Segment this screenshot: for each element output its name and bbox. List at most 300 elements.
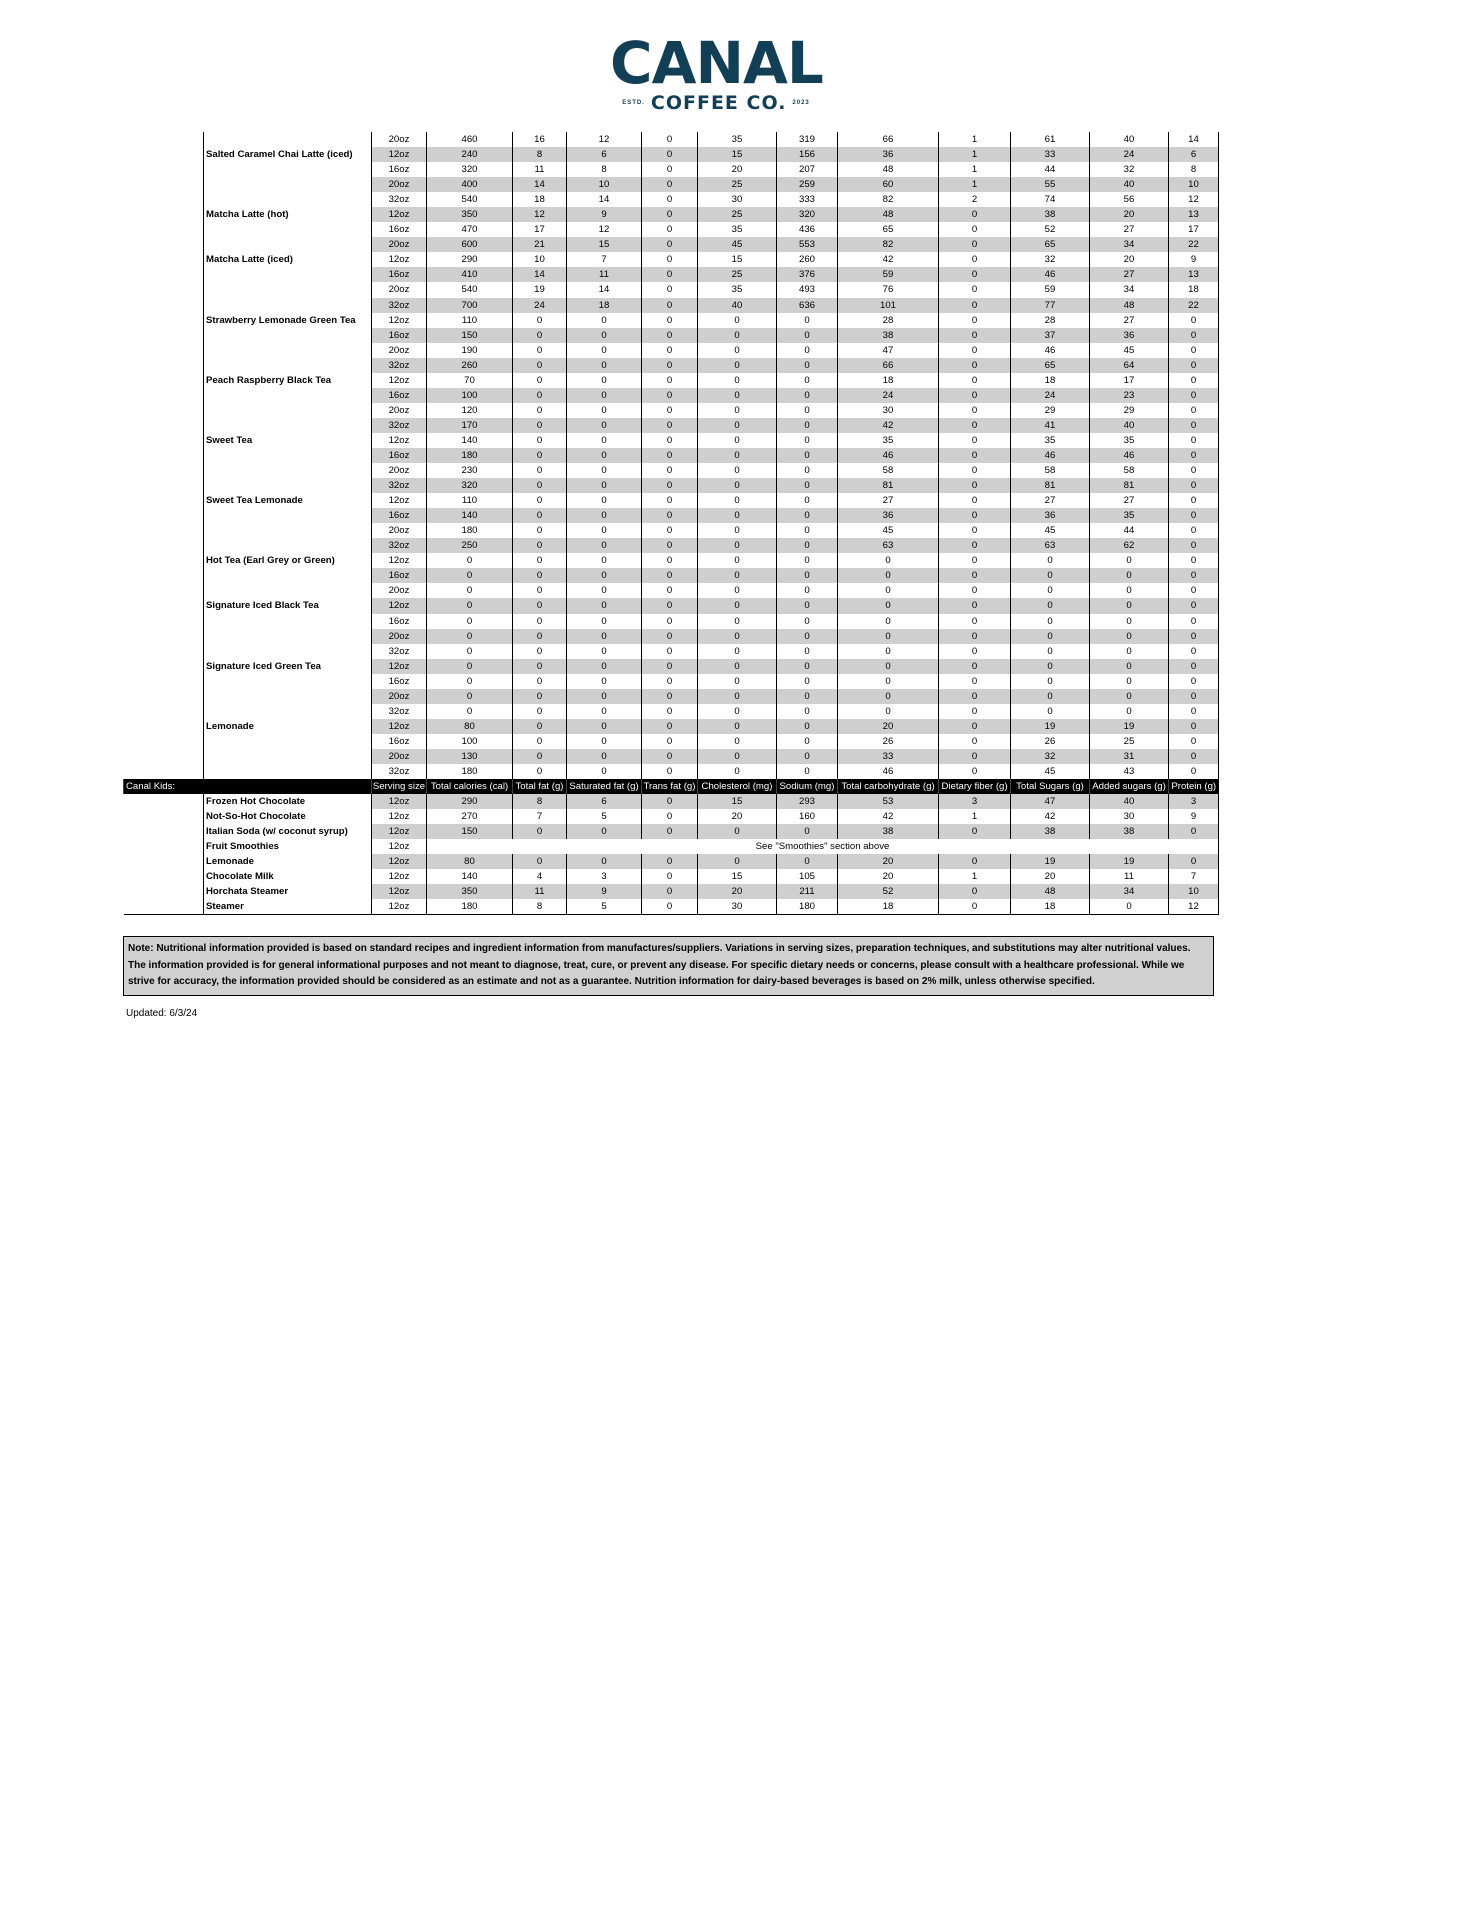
table-cell: 0 (777, 734, 838, 749)
table-cell: 34 (1090, 237, 1169, 252)
table-cell: 0 (939, 719, 1011, 734)
table-row (124, 463, 1219, 478)
table-cell: 0 (698, 568, 777, 583)
table-cell: 0 (567, 644, 642, 659)
table-cell: 12oz (372, 809, 427, 824)
table-cell: 42 (838, 418, 939, 433)
table-cell: 400 (427, 177, 513, 192)
table-cell: 0 (1169, 358, 1219, 373)
table-cell: 32oz (372, 298, 427, 313)
table-cell: 0 (567, 734, 642, 749)
table-cell: 0 (513, 644, 567, 659)
table-cell: 64 (1090, 358, 1169, 373)
table-cell: 32 (1011, 749, 1090, 764)
table-cell: 0 (939, 493, 1011, 508)
table-cell: 0 (642, 523, 698, 538)
table-cell: 0 (1169, 614, 1219, 629)
drink-name: Sweet Tea (204, 433, 372, 448)
table-row (124, 704, 1219, 719)
table-cell: 0 (642, 538, 698, 553)
table-cell: 3 (1169, 794, 1219, 809)
table-cell: 0 (427, 629, 513, 644)
table-cell: 0 (642, 373, 698, 388)
table-cell: 0 (777, 358, 838, 373)
table-cell: 5 (567, 899, 642, 915)
table-cell: 12oz (372, 659, 427, 674)
table-cell: 20 (698, 162, 777, 177)
table-cell: 0 (513, 448, 567, 463)
table-cell: 0 (698, 538, 777, 553)
table-row (124, 629, 1219, 644)
table-cell: 0 (1169, 538, 1219, 553)
table-cell: 15 (698, 794, 777, 809)
column-header: Total fat (g) (513, 779, 567, 794)
table-cell: 5 (567, 809, 642, 824)
table-row (124, 448, 1219, 463)
table-cell: 0 (513, 824, 567, 839)
table-cell: 0 (939, 358, 1011, 373)
table-cell: 0 (939, 433, 1011, 448)
table-row (124, 794, 1219, 809)
table-cell: 0 (642, 674, 698, 689)
table-cell: 0 (642, 508, 698, 523)
table-cell: 59 (1011, 282, 1090, 297)
table-cell: 20 (698, 884, 777, 899)
table-cell: 0 (1169, 689, 1219, 704)
drink-name (204, 358, 372, 373)
table-cell: 12oz (372, 884, 427, 899)
table-cell: 47 (1011, 794, 1090, 809)
table-row (124, 854, 1219, 869)
table-cell: 180 (777, 899, 838, 915)
table-cell: 82 (838, 192, 939, 207)
table-cell: 0 (698, 659, 777, 674)
table-cell: 140 (427, 508, 513, 523)
table-cell: 0 (1169, 403, 1219, 418)
drink-name: Horchata Steamer (204, 884, 372, 899)
table-cell: 0 (838, 598, 939, 613)
table-cell: 0 (642, 358, 698, 373)
table-cell: 40 (1090, 794, 1169, 809)
table-cell: 160 (777, 809, 838, 824)
table-cell: 0 (513, 523, 567, 538)
table-cell: 0 (838, 689, 939, 704)
table-cell: 36 (1011, 508, 1090, 523)
table-row (124, 568, 1219, 583)
logo-year: 2023 (792, 100, 810, 106)
table-cell: 0 (642, 192, 698, 207)
table-cell: 20oz (372, 749, 427, 764)
table-cell: 460 (427, 132, 513, 147)
table-cell: 0 (1169, 508, 1219, 523)
table-cell: 0 (698, 328, 777, 343)
drink-name (204, 538, 372, 553)
table-cell: 0 (698, 358, 777, 373)
table-cell: 12oz (372, 433, 427, 448)
table-cell: 76 (838, 282, 939, 297)
table-row (124, 899, 1219, 915)
nutrition-table (123, 132, 1219, 915)
table-cell: 24 (1090, 147, 1169, 162)
table-cell: 0 (777, 659, 838, 674)
table-cell: 150 (427, 328, 513, 343)
table-cell: 17 (1169, 222, 1219, 237)
table-cell: 12oz (372, 794, 427, 809)
table-cell: 38 (1090, 824, 1169, 839)
table-cell: 0 (698, 583, 777, 598)
table-cell: 0 (939, 313, 1011, 328)
table-cell: 0 (1169, 478, 1219, 493)
table-cell: 0 (427, 644, 513, 659)
table-cell: 32oz (372, 478, 427, 493)
table-cell: 0 (1169, 313, 1219, 328)
table-cell: 0 (642, 493, 698, 508)
table-cell: 0 (642, 478, 698, 493)
column-header: Serving size (372, 779, 427, 794)
table-row (124, 418, 1219, 433)
table-cell: 0 (1011, 659, 1090, 674)
table-cell: 0 (567, 583, 642, 598)
table-cell: 0 (838, 674, 939, 689)
table-cell: 110 (427, 313, 513, 328)
table-cell: 0 (427, 614, 513, 629)
table-cell: 8 (513, 899, 567, 915)
table-cell: 27 (1090, 313, 1169, 328)
table-cell: 0 (567, 373, 642, 388)
table-cell: 38 (838, 824, 939, 839)
table-cell: 3 (567, 869, 642, 884)
table-cell: 0 (1090, 689, 1169, 704)
table-cell: 11 (513, 884, 567, 899)
table-cell: 12oz (372, 899, 427, 915)
table-cell: 0 (642, 448, 698, 463)
logo-estd: ESTD. (622, 100, 645, 106)
table-cell: 0 (777, 373, 838, 388)
table-cell: 0 (939, 267, 1011, 282)
table-cell: 0 (567, 854, 642, 869)
table-cell: 140 (427, 433, 513, 448)
table-cell: 0 (777, 448, 838, 463)
table-cell: 0 (777, 629, 838, 644)
table-cell: 0 (777, 493, 838, 508)
table-cell: 12oz (372, 147, 427, 162)
table-cell: 0 (642, 237, 698, 252)
table-cell: 0 (642, 403, 698, 418)
table-cell: 82 (838, 237, 939, 252)
table-cell: 0 (1169, 493, 1219, 508)
table-cell: 30 (838, 403, 939, 418)
table-cell: 65 (838, 222, 939, 237)
table-cell: 32oz (372, 192, 427, 207)
table-cell: 0 (939, 538, 1011, 553)
drink-name (204, 162, 372, 177)
table-cell: 0 (567, 568, 642, 583)
table-cell: 0 (427, 568, 513, 583)
table-cell: 20oz (372, 343, 427, 358)
table-cell: 52 (1011, 222, 1090, 237)
table-cell: 0 (567, 433, 642, 448)
table-cell: 260 (427, 358, 513, 373)
table-cell: 32 (1090, 162, 1169, 177)
table-cell: 81 (1090, 478, 1169, 493)
table-cell: 636 (777, 298, 838, 313)
table-cell: 0 (427, 689, 513, 704)
table-cell: 170 (427, 418, 513, 433)
table-cell: 0 (1169, 433, 1219, 448)
table-cell: 0 (642, 282, 698, 297)
table-cell: 0 (1011, 629, 1090, 644)
table-cell: 0 (642, 583, 698, 598)
table-cell: 0 (1090, 553, 1169, 568)
table-cell: 0 (567, 448, 642, 463)
table-cell: 8 (1169, 162, 1219, 177)
table-cell: 0 (1169, 448, 1219, 463)
drink-name (204, 734, 372, 749)
table-row (124, 403, 1219, 418)
table-cell: 0 (939, 689, 1011, 704)
table-cell: 0 (698, 448, 777, 463)
drink-name (204, 177, 372, 192)
table-cell: 0 (777, 433, 838, 448)
table-row (124, 343, 1219, 358)
table-cell: 0 (642, 884, 698, 899)
table-cell: 0 (939, 749, 1011, 764)
table-row (124, 644, 1219, 659)
table-cell: 0 (513, 553, 567, 568)
table-cell: 0 (939, 222, 1011, 237)
table-cell: 0 (642, 313, 698, 328)
table-row (124, 162, 1219, 177)
table-cell: 0 (1169, 523, 1219, 538)
table-cell: 32oz (372, 418, 427, 433)
table-cell: 12oz (372, 824, 427, 839)
table-cell: 0 (698, 719, 777, 734)
table-cell: 35 (1090, 433, 1169, 448)
drink-name (204, 523, 372, 538)
table-cell: 24 (513, 298, 567, 313)
drink-name (204, 343, 372, 358)
table-cell: 48 (1011, 884, 1090, 899)
drink-name: Matcha Latte (hot) (204, 207, 372, 222)
table-row (124, 689, 1219, 704)
table-cell: 0 (567, 704, 642, 719)
table-cell: 48 (838, 162, 939, 177)
table-cell: 0 (567, 358, 642, 373)
table-cell: 14 (567, 192, 642, 207)
table-cell: 0 (513, 598, 567, 613)
table-cell: 290 (427, 794, 513, 809)
logo-subtitle: COFFEE CO. (650, 92, 787, 114)
table-cell: 34 (1090, 282, 1169, 297)
table-cell: 0 (777, 614, 838, 629)
drink-name (204, 328, 372, 343)
table-cell: 26 (838, 734, 939, 749)
table-cell: 20 (838, 869, 939, 884)
table-cell: 24 (838, 388, 939, 403)
table-row (124, 614, 1219, 629)
drink-name: Fruit Smoothies (204, 839, 372, 854)
table-cell: 10 (1169, 884, 1219, 899)
table-cell: 0 (1169, 704, 1219, 719)
table-cell: 45 (698, 237, 777, 252)
table-cell: 20oz (372, 583, 427, 598)
table-cell: 16oz (372, 568, 427, 583)
table-cell: 19 (1011, 719, 1090, 734)
table-cell: 0 (513, 463, 567, 478)
table-cell: 13 (1169, 267, 1219, 282)
drink-name (204, 282, 372, 297)
table-cell: 0 (642, 899, 698, 915)
table-cell: 105 (777, 869, 838, 884)
table-cell: 0 (777, 598, 838, 613)
table-cell: 0 (1169, 749, 1219, 764)
table-cell: 350 (427, 207, 513, 222)
table-cell: 0 (698, 463, 777, 478)
table-cell: 0 (838, 659, 939, 674)
table-cell: 100 (427, 388, 513, 403)
table-cell: 0 (642, 132, 698, 147)
table-cell: 0 (513, 854, 567, 869)
drink-name (204, 749, 372, 764)
table-cell: 0 (939, 674, 1011, 689)
table-cell: 0 (1011, 583, 1090, 598)
table-cell: 0 (1169, 674, 1219, 689)
table-cell: 44 (1011, 162, 1090, 177)
table-cell: 25 (698, 267, 777, 282)
table-row (124, 553, 1219, 568)
table-cell: 53 (838, 794, 939, 809)
table-cell: 0 (642, 734, 698, 749)
table-cell: 62 (1090, 538, 1169, 553)
table-cell: 0 (939, 418, 1011, 433)
table-cell: 0 (838, 644, 939, 659)
table-cell: 14 (1169, 132, 1219, 147)
table-cell: 320 (777, 207, 838, 222)
table-cell: 0 (777, 854, 838, 869)
table-cell: 1 (939, 162, 1011, 177)
table-cell: 63 (1011, 538, 1090, 553)
table-cell: 0 (642, 418, 698, 433)
table-cell: 0 (939, 373, 1011, 388)
table-cell: 1 (939, 809, 1011, 824)
table-cell: 55 (1011, 177, 1090, 192)
table-cell: 0 (777, 478, 838, 493)
table-row (124, 433, 1219, 448)
table-cell: 0 (513, 629, 567, 644)
table-cell: 0 (939, 884, 1011, 899)
table-cell: 0 (1090, 659, 1169, 674)
table-cell: 16oz (372, 267, 427, 282)
table-cell: 16oz (372, 614, 427, 629)
table-cell: 9 (567, 884, 642, 899)
table-cell: 0 (1169, 568, 1219, 583)
table-cell: 42 (1011, 809, 1090, 824)
drink-name: Not-So-Hot Chocolate (204, 809, 372, 824)
table-cell: 0 (567, 313, 642, 328)
table-cell: 0 (1090, 899, 1169, 915)
table-cell: 0 (642, 809, 698, 824)
table-row (124, 478, 1219, 493)
column-header: Total Sugars (g) (1011, 779, 1090, 794)
table-cell: 12 (567, 132, 642, 147)
table-cell: 6 (567, 794, 642, 809)
table-cell: 30 (698, 192, 777, 207)
table-cell: 0 (642, 162, 698, 177)
table-cell: 28 (838, 313, 939, 328)
drink-name: Frozen Hot Chocolate (204, 794, 372, 809)
table-cell: 32 (1011, 252, 1090, 267)
table-cell: 0 (513, 614, 567, 629)
table-cell: 46 (1090, 448, 1169, 463)
table-cell: 6 (567, 147, 642, 162)
table-cell: 81 (1011, 478, 1090, 493)
table-cell: 12oz (372, 313, 427, 328)
table-cell: 0 (698, 388, 777, 403)
table-cell: 0 (567, 764, 642, 779)
table-row (124, 222, 1219, 237)
table-cell: 0 (513, 704, 567, 719)
table-cell: 11 (513, 162, 567, 177)
table-cell: 20oz (372, 629, 427, 644)
table-cell: 156 (777, 147, 838, 162)
table-cell: 0 (642, 749, 698, 764)
table-cell: 0 (513, 433, 567, 448)
table-cell: 18 (1011, 373, 1090, 388)
drink-name (204, 192, 372, 207)
table-cell: 32oz (372, 764, 427, 779)
table-cell: 0 (513, 659, 567, 674)
table-cell: 9 (1169, 252, 1219, 267)
table-cell: 0 (1169, 644, 1219, 659)
table-cell: 0 (513, 568, 567, 583)
table-cell: 0 (777, 328, 838, 343)
table-cell: 12 (567, 222, 642, 237)
table-cell: 7 (567, 252, 642, 267)
table-cell: 293 (777, 794, 838, 809)
drink-name (204, 478, 372, 493)
table-cell: 16oz (372, 162, 427, 177)
table-cell: 0 (567, 478, 642, 493)
table-cell: 0 (777, 704, 838, 719)
table-row (124, 373, 1219, 388)
table-cell: 0 (939, 508, 1011, 523)
disclaimer-note: Note: Nutritional information provided is based on standard recipes and ingredient information from manufactures/suppliers. Variations in serving sizes, preparation techniques, and substitutions may alter nutritional values. The information provided is for general informational purposes and not meant to diagnose, treat, cure, or prevent any disease. For specific dietary needs or concerns, please consult with a healthcare professional. While we strive for accuracy, the information provided should be considered as an estimate and not as a guarantee. Nutrition information for dairy-based beverages is based on 2% milk, unless otherwise specified. (123, 936, 1214, 996)
table-cell: 58 (1090, 463, 1169, 478)
table-cell: 8 (513, 794, 567, 809)
table-cell: 12oz (372, 854, 427, 869)
table-cell: 18 (513, 192, 567, 207)
table-cell: 29 (1090, 403, 1169, 418)
table-cell: 0 (567, 689, 642, 704)
drink-name (204, 764, 372, 779)
table-cell: 0 (513, 478, 567, 493)
table-cell: 27 (838, 493, 939, 508)
table-cell: 16oz (372, 448, 427, 463)
table-cell: 0 (642, 553, 698, 568)
table-cell: 0 (698, 508, 777, 523)
table-cell: 0 (777, 689, 838, 704)
table-row (124, 252, 1219, 267)
table-cell: 0 (642, 824, 698, 839)
drink-name (204, 132, 372, 147)
table-cell: 0 (1169, 629, 1219, 644)
table-cell: 0 (838, 704, 939, 719)
table-cell: 0 (642, 629, 698, 644)
table-cell: 0 (642, 794, 698, 809)
table-cell: 33 (838, 749, 939, 764)
drink-name (204, 388, 372, 403)
table-cell: 0 (939, 478, 1011, 493)
